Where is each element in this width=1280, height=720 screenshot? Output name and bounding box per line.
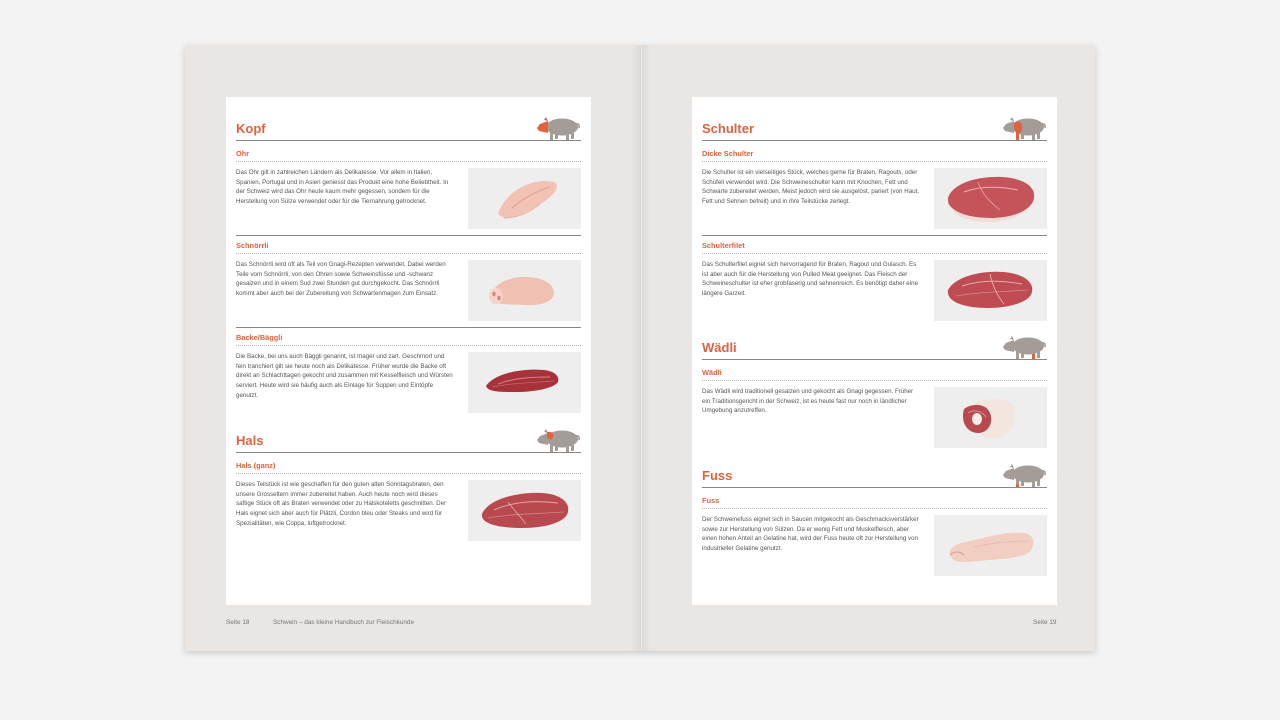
subsection-text: Das Wädli wird traditionell gesalzen und gekocht als Gnagi gegessen. Früher ein Traditionsgericht in der Schweiz, ist es heute fast nur noch in ländlicher Umgebung anzutreffen. [702,388,914,415]
left-page-panel [226,97,591,605]
subsection-title: Backe/Bäggli [236,333,283,342]
right-page-panel [692,97,1057,605]
pig-shoulder-highlight-icon [1001,116,1047,142]
subsection-rule [236,235,581,236]
subsection-rule [236,327,581,328]
subsection-title: Ohr [236,149,250,158]
subsection-dotted-rule [702,253,1047,254]
dicke-schulter-photo [934,168,1047,229]
folio-left-page-number: Seite 18 [226,619,250,626]
section-rule [236,452,581,453]
hals-photo [468,480,581,541]
subsection-title: Schnörrli [236,241,269,250]
subsection-dotted-rule [702,508,1047,509]
subsection-text: Der Schweinefuss eignet sich in Saucen mitgekocht als Geschmacksverstärker sowie zur Herstellung von Sülzen. Da er wenig Fett und Muskelfleisch, aber einen hohen Anteil an Gelatine hat, wird der Fuss heute oft zur Herstellung von industrieller Gelatine genutzt. [702,516,919,553]
book-spread [185,45,1095,651]
folio-right-page-number: Seite 19 [1033,619,1057,626]
section-rule [702,359,1047,360]
subsection-title: Hals (ganz) [236,461,276,470]
pig-neck-highlight-icon [535,428,581,454]
pig-foot-highlight-icon [1001,463,1047,489]
subsection-text: Das Ohr gilt in zahlreichen Ländern als Delikatesse. Vor allem in Italien, Spanien, Portugal und in Asien geniesst das Produkt eine hohe Beliebtheit. In der Schweiz wird das Ohr heute kaum mehr gegessen, sondern für die Herstellung von Sülze verwendet oder für die Tiernahrung getrocknet. [236,169,449,206]
waedli-photo [934,387,1047,448]
subsection-text: Die Backe, bei uns auch Bäggli genannt, ist mager und zart. Geschmort und fein tranchiert gilt sie heute noch als Delikatesse. Früher wurde die Backe oft direkt an Schlachttagen gekocht und zusammen mit Kesselfleisch und Würsten serviert. Heute wird sie häufig auch als Einlage für Suppen und Eintöpfe genutzt. [236,353,453,399]
pig-leg-highlight-icon [1001,335,1047,361]
subsection-text: Die Schulter ist ein vielseitiges Stück, welches gerne für Braten, Ragouts, oder Schüfeli verwendet wird. Die Schweineschulter kann mit Knochen, Fett und Schwarte zubereitet werden. Meist jedoch wird sie ausgelöst, pariert (von Haut, Fett und Sehnen befreit) und in ihre Teilstücke zerlegt. [702,169,920,206]
schnoerrli-photo [468,260,581,321]
subsection-dotted-rule [702,161,1047,162]
pig-head-highlight-icon [535,116,581,142]
schulterfilet-photo [934,260,1047,321]
book-spine [640,45,642,651]
backe-photo [468,352,581,413]
section-title: Fuss [702,468,733,483]
subsection-dotted-rule [236,345,581,346]
subsection-dotted-rule [702,380,1047,381]
ohr-photo [468,168,581,229]
subsection-title: Dicke Schulter [702,149,754,158]
section-title: Hals [236,433,264,448]
subsection-text: Das Schulterfilet eignet sich hervorragend für Braten, Ragout und Gulasch. Es ist aber auch für die Herstellung von Pulled Meat geeignet. Das Fleisch der Schweineschulter ist eher grobfaserig und sehnenreich. Es benötigt daher eine längere Garzeit. [702,261,919,298]
subsection-dotted-rule [236,253,581,254]
subsection-text: Das Schnörrli wird oft als Teil von Gnagi-Rezepten verwendet. Dabei werden Teile vom Schnörrli, von den Ohren sowie Schweinsfüsse und -schwanz gesalzen und in einem Sud zwei Stunden gut durchgekocht. Das Schnörrli kommt aber auch bei der Zubereitung von Schwartenmagen zum Einsatz. [236,261,446,298]
subsection-title: Schulterfilet [702,241,745,250]
fuss-photo [934,515,1047,576]
subsection-dotted-rule [236,473,581,474]
subsection-text: Dieses Teilstück ist wie geschaffen für den guten alten Sonntagsbraten, den unsere Grosseltern immer zubereitet haben. Auch heute noch wird dieses saftige Stück oft als Braten verwendet oder zu Halskoteletts geschnitten. Der Hals eignet sich aber auch für Plätzli, Cordon bleu oder Steaks und wird für Spezialitäten, wie Coppa, luftgetrocknet. [236,481,447,527]
subsection-dotted-rule [236,161,581,162]
section-title: Kopf [236,121,266,136]
section-rule [702,487,1047,488]
section-rule [702,140,1047,141]
subsection-title: Fuss [702,496,720,505]
section-title: Schulter [702,121,755,136]
section-title: Wädli [702,340,737,355]
section-rule [236,140,581,141]
subsection-title: Wädli [702,368,722,377]
folio-book-title: Schwein – das kleine Handbuch zur Fleischkunde [273,619,415,626]
subsection-rule [702,235,1047,236]
